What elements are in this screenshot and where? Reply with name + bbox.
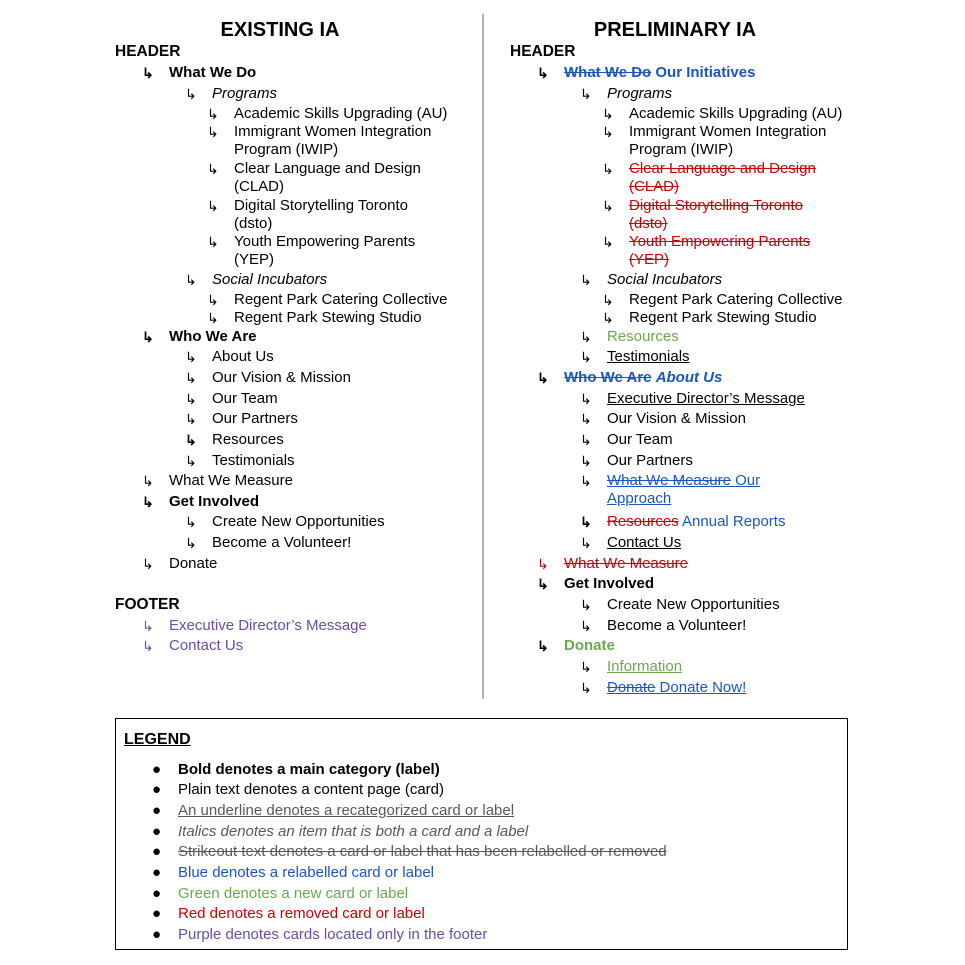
arrow-icon: ↳ [142,618,154,634]
legend-text: Bold denotes a main category (label) [178,761,440,778]
legend-text: Italics denotes an item that is both a card and a label [178,823,529,840]
existing-program-item: Youth Empowering Parents (YEP) [234,233,416,268]
existing-who-item: About Us [212,348,274,365]
new-label: Our Approach [607,472,761,507]
arrow-icon: ↳ [185,391,197,407]
old-label: What We Do [564,64,652,81]
arrow-icon: ↳ [207,124,219,140]
preliminary-partners: Our Partners [607,452,693,469]
arrow-icon: ↳ [580,349,592,365]
preliminary-program-item: Academic Skills Upgrading (AU) [629,105,843,122]
existing-involved-item: Create New Opportunities [212,513,385,530]
old-label: Donate [607,679,656,696]
bullet-icon: ● [152,864,162,881]
preliminary-incubator-item: Regent Park Stewing Studio [629,309,817,326]
arrow-icon: ↳ [537,556,549,572]
new-label: Our Initiatives [655,64,756,81]
preliminary-get-involved: Get Involved [564,575,655,592]
arrow-icon: ↳ [580,391,592,407]
arrow-icon: ↳ [185,432,197,448]
existing-footer-item: Executive Director’s Message [169,617,367,634]
arrow-icon: ↳ [537,576,549,592]
arrow-icon: ↳ [207,310,219,326]
existing-what-we-do: What We Do [169,64,257,81]
preliminary-header-label: HEADER [510,43,576,60]
column-divider [482,14,484,699]
existing-program-item: Academic Skills Upgrading (AU) [234,105,448,122]
existing-who-item: Resources [212,431,284,448]
preliminary-removed-program-item: Clear Language and Design (CLAD) [629,160,816,195]
bullet-icon: ● [152,843,162,860]
arrow-icon: ↳ [580,86,592,102]
arrow-icon: ↳ [207,292,219,308]
arrow-icon: ↳ [207,106,219,122]
arrow-icon: ↳ [602,106,614,122]
arrow-icon: ↳ [142,473,154,489]
legend-title: LEGEND [124,731,191,748]
preliminary-annual-reports [607,513,785,531]
arrow-icon: ↳ [142,65,154,81]
arrow-icon: ↳ [580,473,592,489]
arrow-icon: ↳ [207,161,219,177]
existing-who-item: Our Vision & Mission [212,369,351,386]
legend-text: An underline denotes a recategorized card or label [178,802,515,819]
new-label: Annual Reports [682,513,786,530]
existing-donate: Donate [169,555,218,572]
arrow-icon: ↳ [580,618,592,634]
existing-what-we-measure: What We Measure [169,472,293,489]
preliminary-vision: Our Vision & Mission [607,410,746,427]
arrow-icon: ↳ [580,411,592,427]
new-label: About Us [655,369,723,386]
preliminary-donate: Donate [564,637,615,654]
arrow-icon: ↳ [580,514,592,530]
arrow-icon: ↳ [602,198,614,214]
existing-footer-item: Contact Us [169,637,244,654]
existing-footer-label: FOOTER [115,596,180,613]
preliminary-involved-item: Create New Opportunities [607,596,780,613]
new-label: Donate Now! [659,679,747,696]
arrow-icon: ↳ [142,638,154,654]
arrow-icon: ↳ [602,234,614,250]
preliminary-what-we-measure-removed: What We Measure [564,555,688,572]
preliminary-our-initiatives [564,64,755,82]
preliminary-information: Information [607,658,683,675]
legend-text: Green denotes a new card or label [178,885,409,902]
existing-social-incubators: Social Incubators [212,271,328,288]
arrow-icon: ↳ [537,65,549,81]
legend-box [115,718,848,950]
preliminary-donate-now [607,679,746,697]
legend-text: Purple denotes cards located only in the footer [178,926,488,943]
arrow-icon: ↳ [142,556,154,572]
bullet-icon: ● [152,802,162,819]
preliminary-team: Our Team [607,431,673,448]
preliminary-ia-title: PRELIMINARY IA [593,19,757,41]
bullet-icon: ● [152,761,162,778]
arrow-icon: ↳ [207,234,219,250]
arrow-icon: ↳ [207,198,219,214]
arrow-icon: ↳ [602,161,614,177]
preliminary-our-approach [607,472,797,508]
arrow-icon: ↳ [185,349,197,365]
existing-who-item: Our Partners [212,410,298,427]
legend-text: Plain text denotes a content page (card) [178,781,445,798]
bullet-icon: ● [152,823,162,840]
arrow-icon: ↳ [602,310,614,326]
existing-who-item: Testimonials [212,452,295,469]
legend-text: Blue denotes a relabelled card or label [178,864,435,881]
bullet-icon: ● [152,885,162,902]
preliminary-incubator-item: Regent Park Catering Collective [629,291,843,308]
arrow-icon: ↳ [142,329,154,345]
preliminary-testimonials: Testimonials [607,348,690,365]
existing-ia-title: EXISTING IA [220,19,340,41]
preliminary-about-us [564,369,722,387]
legend-text: Red denotes a removed card or label [178,905,425,922]
arrow-icon: ↳ [580,680,592,696]
bullet-icon: ● [152,926,162,943]
arrow-icon: ↳ [602,292,614,308]
existing-header-label: HEADER [115,43,181,60]
arrow-icon: ↳ [580,453,592,469]
existing-incubator-item: Regent Park Stewing Studio [234,309,422,326]
preliminary-contact: Contact Us [607,534,682,551]
arrow-icon: ↳ [580,272,592,288]
arrow-icon: ↳ [185,514,197,530]
preliminary-resources: Resources [607,328,679,345]
preliminary-exec-message: Executive Director’s Message [607,390,805,407]
existing-who-item: Our Team [212,390,278,407]
preliminary-social-incubators: Social Incubators [607,271,723,288]
preliminary-involved-item: Become a Volunteer! [607,617,747,634]
old-label: Who We Are [564,369,652,386]
arrow-icon: ↳ [580,535,592,551]
old-label: What We Measure [607,472,731,489]
arrow-icon: ↳ [185,535,197,551]
preliminary-programs: Programs [607,85,673,102]
arrow-icon: ↳ [185,86,197,102]
legend-text: Strikeout text denotes a card or label that has been relabelled or removed [178,843,667,860]
existing-programs: Programs [212,85,278,102]
old-label: Resources [607,513,679,530]
arrow-icon: ↳ [537,370,549,386]
existing-incubator-item: Regent Park Catering Collective [234,291,448,308]
existing-get-involved: Get Involved [169,493,260,510]
arrow-icon: ↳ [580,329,592,345]
arrow-icon: ↳ [142,494,154,510]
existing-program-item: Digital Storytelling Toronto (dsto) [234,197,408,232]
bullet-icon: ● [152,905,162,922]
arrow-icon: ↳ [602,124,614,140]
arrow-icon: ↳ [185,272,197,288]
existing-program-item: Immigrant Women Integration Program (IWIP) [234,123,432,158]
bullet-icon: ● [152,781,162,798]
arrow-icon: ↳ [580,597,592,613]
preliminary-program-item: Immigrant Women Integration Program (IWIP) [629,123,827,158]
preliminary-removed-program-item: Youth Empowering Parents (YEP) [629,233,811,268]
preliminary-removed-program-item: Digital Storytelling Toronto (dsto) [629,197,803,232]
arrow-icon: ↳ [185,370,197,386]
existing-who-we-are: Who We Are [169,328,257,345]
arrow-icon: ↳ [185,411,197,427]
arrow-icon: ↳ [537,638,549,654]
existing-involved-item: Become a Volunteer! [212,534,352,551]
arrow-icon: ↳ [185,453,197,469]
arrow-icon: ↳ [580,432,592,448]
existing-program-item: Clear Language and Design (CLAD) [234,160,421,195]
arrow-icon: ↳ [580,659,592,675]
